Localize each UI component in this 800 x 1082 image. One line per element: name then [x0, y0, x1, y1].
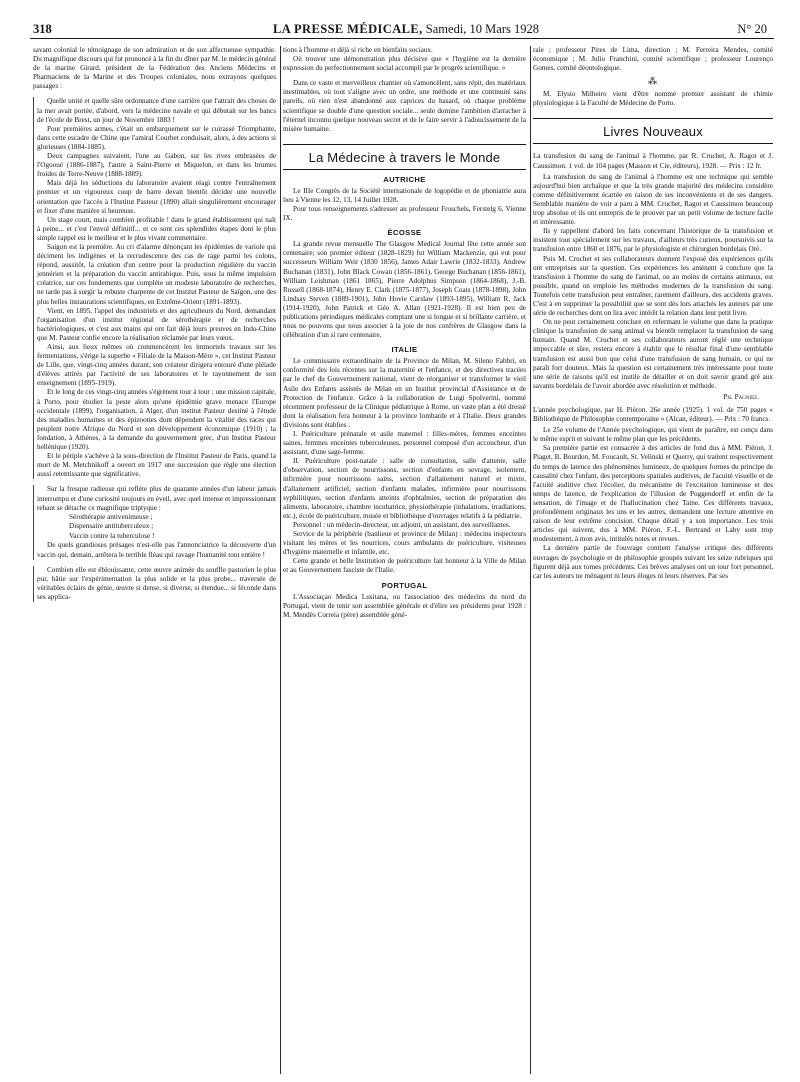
paragraph: Ils y rappellent d'abord les faits concernant l'historique de la transfusion et insistent tout spécialement sur les travaux, d'ailleurs très curieux, poursuivis sur la transfusion entre 1860 et 1876, par le physiologiste et chirurgien bordelais Oré.	[533, 227, 773, 254]
paragraph: rale ; professeur Pires de Lima, direction ; M. Ferreira Mendes, comité économique ; M. Julio Franchini, comité scientifique ; professeur Lourenço Gomes, comité déontologique.	[533, 46, 773, 73]
paragraph: On ne peut certainement conclure en refermant le volume que dans la pratique clinique la transfusion de sang animal va bientôt remplacer la transfusion de sang humain. Quand M. Cruchet et ses collaborateurs auront réglé une technique impeccable et sûre, restera encore à établir que le résultat final d'une semblable transfusion est aussi bon que celui d'une transfusion de sang humain, ce qui ne paraît fort douteux. Mais la question est certainement très intéressante pour toute une série de raisons qu'il est inutile de détailler et on doit savoir grand gré aux savants bordelais de l'avoir abordée avec résolution et méthode.	[533, 318, 773, 390]
paragraph: La grande revue mensuelle The Glasgow Medical Journal fête cette année son centenaire; son premier éditeur (1828-1829) fut William Mackenzie, qui eut pour successeurs William Weir (1830 1856), James Adair Lawrie (1832-1833), Andrew Buchanan (1831), John Black Cowan (1856-1861), George Buchanan (1856-1861), William Leishman (1861 1865), Pierre Adolphus Simpson (1864-1868), J.-B. Russell (1868-1874), Henry E. Clark (1875-1877), Joseph Coats (1878-1898), John Lindsay Steven (1889-1901), John Hovie Carslaw (1893-1895), William R. Jack (1914-1920), John Patrick et Géo A. Allan (1921-1928). Il est bien peu de publications périodiques médicales comptant une si longue et si brillante carrière, et nous ne pouvons que nous associer à la joie de nos confrères de Glasgow dans la célébration d'un si rare centenaire.	[283, 240, 526, 340]
paragraph: Combien elle est éblouissante, cette œuvre animée du souffle pastorien le plus pur, bâtie sur l'expérimentation la plus solide et la plus probe... traversée de véritables éclairs de génie, œuvre si dense, si diverse, si étendue... si féconde dans ses applica-	[37, 565, 276, 601]
country-heading: ÉCOSSE	[387, 228, 422, 238]
book-reference: L'année psychologique, par H. Piéron. 26e année (1925). 1 vol. de 750 pages « Bibliothèque de Philosophie contemporaine » (Alcan, éditeur). — Prix : 70 francs.	[533, 406, 773, 424]
triptych-list	[37, 513, 276, 542]
section-rule	[283, 169, 526, 170]
paragraph: Pour premières armes, c'était un embarquement sur le cuirassé Triomphante, dans cette escadre de Chine que l'amiral Courbet conduisait, alors, à des actions si glorieuses (1884-1885).	[37, 124, 276, 151]
column-divider	[280, 46, 281, 1074]
paragraph: Un stage court, mais combien profitable ! dans le grand établissement qui naît à peine... et c'est l'envol définitif... et ce sont ces splendides étapes dont le plus simple rappel est le meilleur et le plus vivant commentaire.	[37, 215, 276, 242]
paragraph: Et le long de ces vingt-cinq années s'égrènent tour à tour : une mission capitale, à Porto, pour étudier la peste alors qu'une épidémie grave menace l'Europe occidentale (1899), l'organisation, à Alger, d'un institut Pasteur destiné à l'étude des maladies humaines et des épizooties dont dépendent la vitalité des races qui peuplent notre Afrique du Nord et son développement économique (1910) ; la fondation, à Athènes, à la demande du gouvernement grec, d'un Institut Pasteur hellénique (1920).	[37, 388, 276, 452]
header-rule	[30, 38, 774, 39]
paragraph: I. Puériculture prénatale et asile maternel : filles-mères, femmes enceintes saines, femmes enceintes tuberculeuses, personnel composé d'un accoucheur, d'un assistant, d'une sage-femme.	[283, 430, 526, 457]
journal-title: LA PRESSE MÉDICALE,	[273, 22, 423, 36]
column-2	[283, 46, 526, 1076]
list-item: Sérothérapie antivenimeuse ;	[69, 512, 153, 521]
book-reference: La transfusion du sang de l'animal à l'homme, par R. Cruchet, A. Ragot et J. Caussimon. 1 vol. de 104 pages (Masson et Cie, éditeurs), 1928. — Prix : 12 fr.	[533, 152, 773, 170]
country-heading: PORTUGAL	[381, 580, 428, 590]
paragraph: Quelle unité et quelle sûre ordonnance d'une carrière que l'attrait des choses de la mer avait portée, d'abord, vers la médecine navale et qui débutait sur les bancs de l'école de Brest, un jour de Novembre 1883 !	[37, 97, 276, 124]
paragraph: L'Associaçao Medica Lusitana, ou l'association des médecins du nord du Portugal, vient de tenir son assemblée générale et d'élire ses présidents pour 1928 : M. Mendès Correia (père) assemblée géné-	[283, 592, 526, 619]
paragraph: Mais déjà les séductions du laboratoire avaient réagi contre l'entraînement premier et un vigoureux coup de barre devait bientôt décider une nouvelle orientation que l'accès à l'Institut Pasteur (1890) allait singulièrement encourager et fixer d'une manière si heureuse.	[37, 179, 276, 215]
quoted-speech	[33, 566, 276, 602]
paragraph: Le 25e volume de l'Année psychologique, qui vient de paraître, est conçu dans le même esprit et suivant le même plan que les précédents.	[533, 426, 773, 444]
paragraph: La dernière partie de l'ouvrage contient l'analyse critique des différents ouvrages de psychologie et de philosophie groupés suivant les seize rubriques qui figurent déjà aux tomes précédents. Ces brèves analyses ont un tour fort personnel, car les auteurs ne ménagent ni leurs éloges ni leurs réserves. Par ses	[533, 544, 773, 580]
issue-number: N° 20	[737, 22, 767, 36]
paragraph: tions à l'homme et déjà si riche en bienfaits sociaux.	[283, 46, 433, 54]
issue-date: Samedi, 10 Mars 1928	[425, 22, 539, 36]
paragraph: Saigon est la première. Au cri d'alarme dénonçant les épidémies de variole qui déciment les indigènes et la recrudescence des cas de rage parmi les colons, répond, aussitôt, la création d'un centre pour la production régulière du vaccin jennérien et la préparation du vaccin antirabique. Puis, sous la même impulsion créatrice, sur ces fondements que complète un modeste laboratoire de recherches, ne tarde pas à surgir la robuste charpente de cet Institut Pasteur de Saïgon, une des plus belles instaurations scientifiques, en Extrême-Orient (1891-1893).	[37, 242, 276, 306]
section-title: La Médecine à travers le Monde	[308, 149, 501, 165]
column-divider	[530, 46, 531, 1074]
quoted-speech	[33, 97, 276, 479]
paragraph: Ainsi, aux lieux mêmes où commencèrent les immortels travaux sur les fermentations, s'érige la superbe « Filiale de la Maison-Mère », cet Institut Pasteur de Lille, que, vingt-cinq années durant, son créateur dirigera entouré d'une pléiade d'élèves attirés par l'activité de ses laboratoires et le rayonnement de son enseignement (1895-1919).	[37, 343, 276, 388]
page-header	[0, 0, 800, 40]
paragraph: Le commissaire extraordinaire de la Province de Milan, M. Sileno Fabbri, en conformité des lois récentes sur la maternité et l'enfance, et des directives tracées par le chef du Gouvernement national, vient de réorganiser et transformer le vieil Asile des Enfants assistés de Milan en un Institut provincial d'Assistance et de Protection de l'enfance. Grâce à la collaboration de Luigi Spolverini, nommé récemment professeur de la Clinique pédiatrique à Rome, un vaste plan a été dressé dont la réalisation fera honneur à la province lombarde et à l'Italie. Deux grandes divisions sont établies :	[283, 357, 526, 429]
paragraph: Dans ce vaste et merveilleux chantier où s'amoncèlent, sans répit, des matériaux inestimables, où tout s'aligne avec un ordre, une méthode et une continuité sans pareils, où rien n'est abandonné aux caprices du hasard, où chaque problème scientifique se double d'une question sociale... seule domine l'ambition d'arracher à l'éternel inconnu quelque nouveau secret et de le faire servir à l'adoucissement de la misère humaine.	[283, 79, 526, 133]
paragraph: Puis M. Cruchet et ses collaborateurs donnent l'exposé des expériences qu'ils ont entreprises sur la question. Ces expériences les amènent à conclure que la transfusion à l'homme du sang de l'animal, ou au moins de certains animaux, est possible, quand on emploie les méthodes modernes de la transfusion du sang. Toutefois cette transfusion peut entraîner, rarement d'ailleurs, des accidents graves. C'est à en supprimer la possibilité que se sont dès lors attachés les auteurs par une série de recherches dont on lira avec intérêt la relation dans leur petit livre.	[533, 254, 773, 318]
list-item: Dispensaire antituberculeux ;	[69, 522, 154, 531]
paragraph: Et le périple s'achève à la sous-direction de l'Institut Pasteur de Paris, quand la mort de M. Metchnikoff a ouvert en 1917 une succession que règle une élection aussi retentissante que significative.	[37, 452, 276, 479]
paragraph: De quels grandioses présages n'est-elle pas l'annonciatrice la découverte d'un vaccin qui, demain, arrêtera le terrible fléau qui ravage l'humanité tout entière !	[37, 541, 276, 559]
asterism-separator: ⁂	[648, 76, 658, 87]
paragraph: Pour tous renseignements s'adresser au professeur Froschels, Ferstelg 6, Vienne IX.	[283, 205, 526, 223]
list-item: Vaccin contre la tuberculose !	[69, 531, 155, 540]
paragraph: Sur la fresque radieuse qui reflète plus de quarante années d'un labeur jamais interrompu et d'une curiosité toujours en éveil, avec quel intense et impressionnant rehaut se détache ce magnifique triptyque :	[37, 485, 276, 512]
masthead	[196, 22, 616, 36]
section-rule	[533, 118, 773, 119]
paragraph: Où trouver une démonstration plus décisive que « l'hygiène est la dernière expression du perfectionnement social accompli par le progrès scientifique. »	[283, 55, 526, 73]
country-heading: ITALIE	[391, 345, 418, 355]
paragraph: Sa première partie est consacrée à des articles de fond dus à MM. Piéron, J. Piaget, B. Bourdon, M. Foucault, St. Velinski et Querry, qui traitent respectivement du temps de latence des phénomènes lumineux, de quelques formes du principe de causalité chez l'enfant, des perceptions spatiales auditives, de l'acuité visuelle et de l'acuité auditive chez l'écolier, du mécanisme de l'excitation lumineuse et des temps de latence, de l'explication de l'illusion de Poggendorff et enfin de la sensation, de l'image et de l'hallucination chez Taine. Ces différents travaux, profondément originaux les uns et les autres, demandent une lecture attentive en raison de leur extrême concision. Chaque détail y a son importance. Les trois articles qui suivent, dus à MM. Piéron, F.-L. Bertrand et Laby sont trop modestement, à mon avis, intitulés notes et revues.	[533, 444, 773, 544]
paragraph: Service de la périphérie (banlieue et province de Milan) : médecins inspecteurs visitant les mères et les nourrices, cours ambulants de puériculture, visiteuses d'hygiène maternelle et infantile, etc.	[283, 530, 526, 557]
paragraph: Deux campagnes suivaient, l'une au Gabon, sur les rives embrasées de l'Ogooué (1886-1887), l'autre à Saint-Pierre et Miquelon, et dans les brumes froides de Terre-Neuve (1888-1889).	[37, 152, 276, 179]
paragraph: Vient, en 1895, l'appel des industriels et des agriculteurs du Nord, demandant l'organisation d'un institut régional de sérothérapie et de recherches bactériologiques, et c'est aux mains qui ont fait déjà leurs preuves en Indo-Chine que M. Pasteur confie encore la réalisation réclamée par leurs vœux.	[37, 306, 276, 342]
section-title: Livres Nouveaux	[603, 124, 703, 140]
column-3	[533, 46, 773, 1076]
paragraph: La transfusion du sang de l'animal à l'homme est une technique qui semble aujourd'hui bien archaïque et que la très grande majorité des médecins considère comme définitivement écartée en raison de ses inconvénients et de ses dangers. Semblable manière de voir a paru à MM. Cruchet, Ragot et Caussimon beaucoup trop absolue et ils ont entrepris de le prouver par un petit volume de lecture facile et intéressante.	[533, 172, 773, 227]
section-rule	[283, 144, 526, 145]
paragraph: Le IIIe Congrès de la Société internationale de logopédie et de phoniatrie aura lieu à Vienne les 12, 13, 14 Juillet 1928.	[283, 186, 526, 204]
country-heading: AUTRICHE	[383, 174, 426, 184]
review-signature: Ph. Pagniez.	[723, 392, 759, 401]
paragraph: Cette grande et belle Institution de puériculture fait honneur à la Ville de Milan et au Gouvernement fasciste de l'Italie.	[283, 557, 526, 575]
paragraph: M. Elysio Milheiro vient d'être nommé premier assistant de chimie physiologique à la Faculté de Médecine de Porto.	[533, 90, 773, 108]
quoted-speech	[33, 485, 276, 559]
section-rule	[533, 143, 773, 144]
paragraph: II. Puériculture post-natale : salle de consultation, salle d'attente, salle d'observation, section de nourrissons, section d'enfants en sevrage, isolement, infirmière pour nourrissons sains, section d'allaitement naturel et mixte, d'allaitement artificiel, section d'enfants malades, infirmière pour nourrissons syphilitiques, section d'enfants atteints d'ophtalmies, section de préparation des aliments, laboratoire, chambre incubatrice, physiothérapie (inhalations, irradiations, etc.), école de puériculture, musée et bibliothèque d'ouvrages relatifs à la pédiatrie.	[283, 457, 526, 520]
paragraph: Personnel : un médecin-directeur, un adjoint, un assistant, des surveillantes.	[293, 520, 511, 529]
column-1	[33, 46, 276, 1076]
paragraph: savant colonial le témoignage de son admiration et de son affectueuse sympathie. Du magnifique discours qui fut prononcé à la fin du dîner par M. le médecin général de la marine Girard, président de la Fédération des Anciens Médecins et Pharmaciens de la Marine et des Troupes coloniales, nous extrayons quelques passages :	[33, 46, 276, 91]
page-number: 318	[33, 22, 52, 36]
